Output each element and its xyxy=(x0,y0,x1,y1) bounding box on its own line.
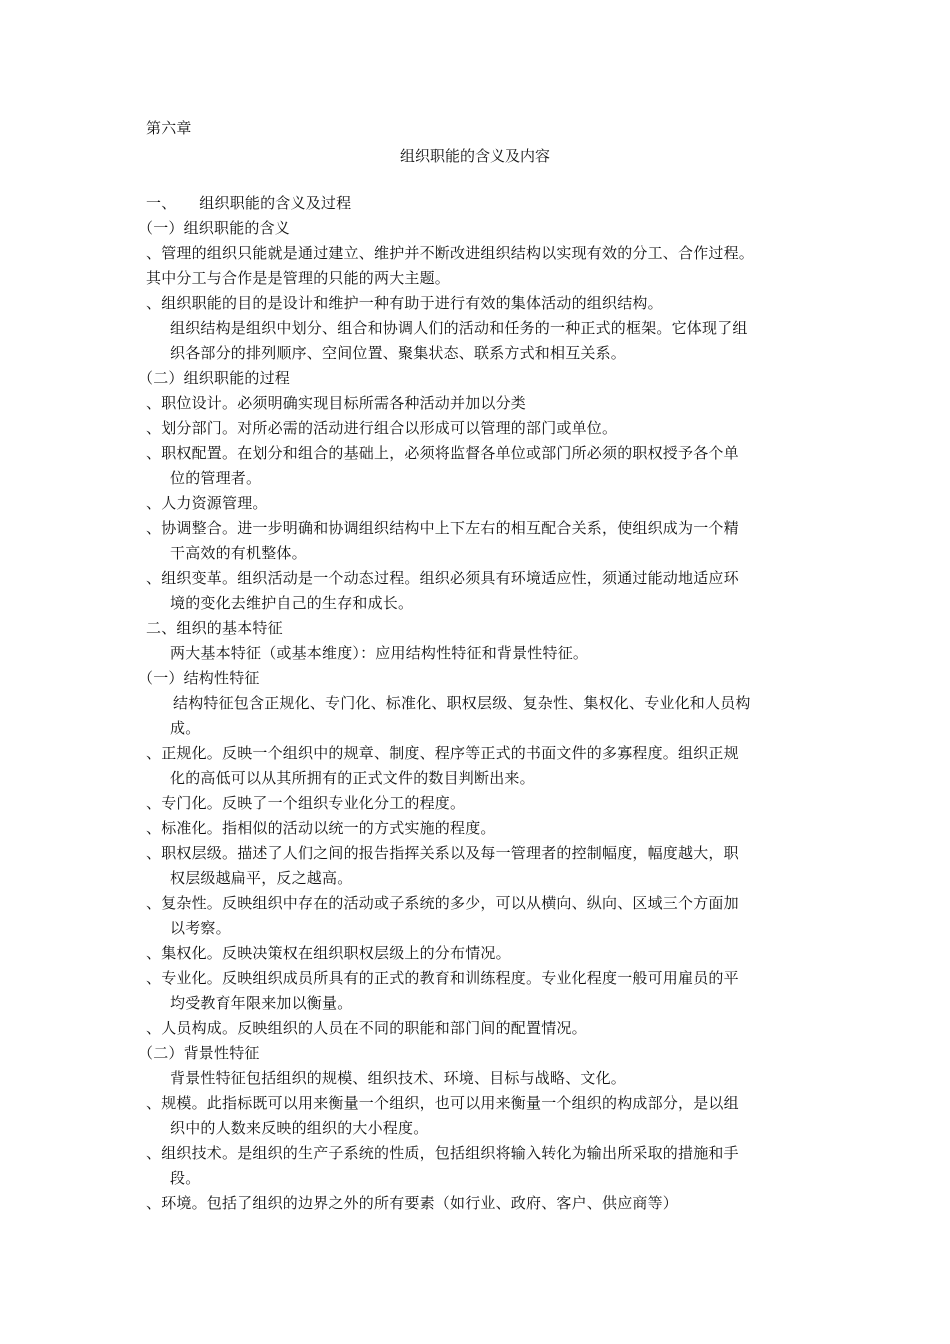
subsection-heading: （二）组织职能的过程 xyxy=(138,369,291,387)
list-item: 、组织变革。组织活动是一个动态过程。组织必须具有环境适应性，须通过能动地适应环 xyxy=(146,569,739,587)
subsection-heading: （一）结构性特征 xyxy=(138,669,260,687)
list-item: 、职权配置。在划分和组合的基础上，必须将监督各单位或部门所必须的职权授予各个单 xyxy=(146,444,739,462)
list-item: 、组织职能的目的是设计和维护一种有助于进行有效的集体活动的组织结构。 xyxy=(146,294,663,312)
paragraph-line: 两大基本特征（或基本维度）：应用结构性特征和背景性特征。 xyxy=(170,644,589,662)
list-item: 、专业化。反映组织成员所具有的正式的教育和训练程度。专业化程度一般可用雇员的平 xyxy=(146,969,739,987)
document-title: 组织职能的含义及内容 xyxy=(399,147,550,165)
section-heading: 二、组织的基本特征 xyxy=(146,619,283,637)
subsection-heading: （一）组织职能的含义 xyxy=(138,219,291,237)
list-item: 、职位设计。必须明确实现目标所需各种活动并加以分类 xyxy=(146,394,527,412)
list-item: 、正规化。反映一个组织中的规章、制度、程序等正式的书面文件的多寡程度。组织正规 xyxy=(146,744,739,762)
list-item-continuation: 均受教育年限来加以衡量。 xyxy=(170,994,353,1012)
paragraph-line: 、管理的组织只能就是通过建立、维护并不断改进组织结构以实现有效的分工、合作过程。 xyxy=(146,244,755,262)
paragraph-line: 结构特征包含正规化、专门化、标准化、职权层级、复杂性、集权化、专业化和人员构 xyxy=(173,694,751,712)
list-item-continuation: 以考察。 xyxy=(170,919,231,937)
list-item: 、协调整合。进一步明确和协调组织结构中上下左右的相互配合关系，使组织成为一个精 xyxy=(146,519,739,537)
paragraph-line: 组织结构是组织中划分、组合和协调人们的活动和任务的一种正式的框架。它体现了组 xyxy=(170,319,748,337)
list-item: 、人员构成。反映组织的人员在不同的职能和部门间的配置情况。 xyxy=(146,1019,587,1037)
section-heading: 一、 组织职能的含义及过程 xyxy=(146,194,352,212)
paragraph-line: 背景性特征包括组织的规模、组织技术、环境、目标与战略、文化。 xyxy=(170,1069,627,1087)
list-item: 、组织技术。是组织的生产子系统的性质，包括组织将输入转化为输出所采取的措施和手 xyxy=(146,1144,739,1162)
paragraph-line: 织各部分的排列顺序、空间位置、聚集状态、联系方式和相互关系。 xyxy=(170,344,627,362)
list-item: 、划分部门。对所必需的活动进行组合以形成可以管理的部门或单位。 xyxy=(146,419,618,437)
list-item-continuation: 化的高低可以从其所拥有的正式文件的数目判断出来。 xyxy=(170,769,535,787)
list-item-continuation: 织中的人数来反映的组织的大小程度。 xyxy=(170,1119,429,1137)
subsection-heading: （二）背景性特征 xyxy=(138,1044,260,1062)
list-item: 、标准化。指相似的活动以统一的方式实施的程度。 xyxy=(146,819,496,837)
paragraph-line: 其中分工与合作是是管理的只能的两大主题。 xyxy=(146,269,451,287)
list-item-continuation: 干高效的有机整体。 xyxy=(170,544,307,562)
list-item: 、规模。此指标既可以用来衡量一个组织，也可以用来衡量一个组织的构成部分，是以组 xyxy=(146,1094,739,1112)
list-item: 、环境。包括了组织的边界之外的所有要素（如行业、政府、客户、供应商等） xyxy=(146,1194,679,1212)
list-item: 、复杂性。反映组织中存在的活动或子系统的多少，可以从横向、纵向、区域三个方面加 xyxy=(146,894,739,912)
list-item: 、职权层级。描述了人们之间的报告指挥关系以及每一管理者的控制幅度，幅度越大，职 xyxy=(146,844,739,862)
list-item-continuation: 位的管理者。 xyxy=(170,469,262,487)
list-item-continuation: 境的变化去维护自己的生存和成长。 xyxy=(170,594,414,612)
list-item-continuation: 权层级越扁平，反之越高。 xyxy=(170,869,353,887)
chapter-heading: 第六章 xyxy=(146,119,192,137)
list-item: 、专门化。反映了一个组织专业化分工的程度。 xyxy=(146,794,466,812)
list-item: 、人力资源管理。 xyxy=(146,494,268,512)
paragraph-line: 成。 xyxy=(170,719,201,737)
list-item: 、集权化。反映决策权在组织职权层级上的分布情况。 xyxy=(146,944,511,962)
list-item-continuation: 段。 xyxy=(170,1169,201,1187)
